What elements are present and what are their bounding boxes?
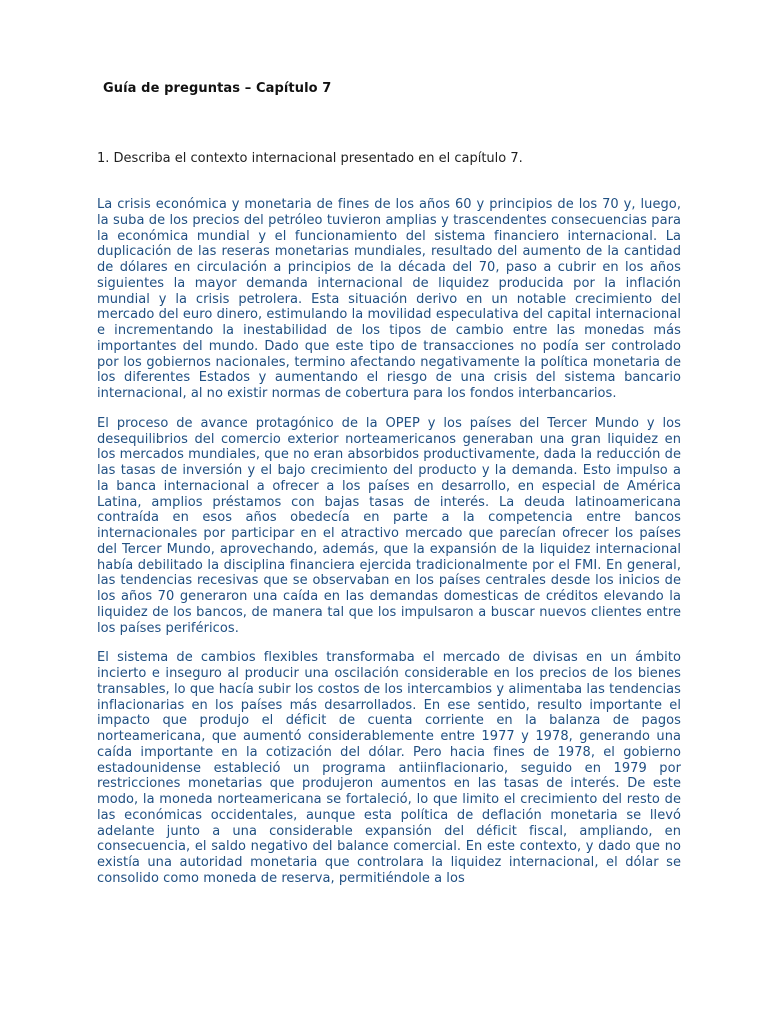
- answer-paragraph-1: La crisis económica y monetaria de fines de los años 60 y principios de los 70 y, luego, la suba de los precios del petróleo tuvieron amplias y trascendentes consecuencias para la económica mundial y el funcionamiento del sistema financiero internacional. La duplicación de las reseras monetarias mundiales, resultado del aumento de la cantidad de dólares en circulación a principios de la década del 70, paso a cubrir en los años siguientes la mayor demanda internacional de liquidez producida por la inflación mundial y la crisis petrolera. Esta situación derivo en un notable crecimiento del mercado del euro dinero, estimulando la movilidad especulativa del capital internacional e incrementando la inestabilidad de los tipos de cambio entre las monedas más importantes del mundo. Dado que este tipo de transacciones no podía ser controlado por los gobiernos nacionales, termino afectando negativamente la política monetaria de los diferentes Estados y aumentando el riesgo de una crisis del sistema bancario internacional, al no existir normas de cobertura para los fondos interbancarios.: [97, 197, 681, 401]
- answer-paragraph-3: El sistema de cambios flexibles transformaba el mercado de divisas en un ámbito incierto e inseguro al producir una oscilación considerable en los precios de los bienes transables, lo que hacía subir los costos de los intercambios y alimentaba las tendencias inflacionarias en los países más desarrollados. En ese sentido, resulto importante el impacto que produjo el déficit de cuenta corriente en la balanza de pagos norteamericana, que aumentó considerablemente entre 1977 y 1978, generando una caída importante en la cotización del dólar. Pero hacia fines de 1978, el gobierno estadounidense estableció un programa antiinflacionario, seguido en 1979 por restricciones monetarias que produjeron aumentos en las tasas de interés. De este modo, la moneda norteamericana se fortaleció, lo que limito el crecimiento del resto de las económicas occidentales, aunque esta política de deflación monetaria se llevó adelante junto a una considerable expansión del déficit fiscal, ampliando, en consecuencia, el saldo negativo del balance comercial. En este contexto, y dado que no existía una autoridad monetaria que controlara la liquidez internacional, el dólar se consolido como moneda de reserva, permitiéndole a los: [97, 650, 681, 886]
- document-title: Guía de preguntas – Capítulo 7: [103, 81, 332, 96]
- answer-body: [97, 197, 681, 901]
- answer-paragraph-2: El proceso de avance protagónico de la OPEP y los países del Tercer Mundo y los desequilibrios del comercio exterior norteamericanos generaban una gran liquidez en los mercados mundiales, que no eran absorbidos productivamente, dada la reducción de las tasas de inversión y el bajo crecimiento del producto y la demanda. Esto impulso a la banca internacional a ofrecer a los países en desarrollo, en especial de América Latina, amplios préstamos con bajas tasas de interés. La deuda latinoamericana contraída en esos años obedecía en parte a la competencia entre bancos internacionales por participar en el atractivo mercado que parecían ofrecer los países del Tercer Mundo, aprovechando, además, que la expansión de la liquidez internacional había debilitado la disciplina financiera ejercida tradicionalmente por el FMI. En general, las tendencias recesivas que se observaban en los países centrales desde los inicios de los años 70 generaron una caída en las demandas domesticas de créditos elevando la liquidez de los bancos, de manera tal que los impulsaron a buscar nuevos clientes entre los países periféricos.: [97, 415, 681, 636]
- question-text: 1. Describa el contexto internacional presentado en el capítulo 7.: [97, 151, 523, 166]
